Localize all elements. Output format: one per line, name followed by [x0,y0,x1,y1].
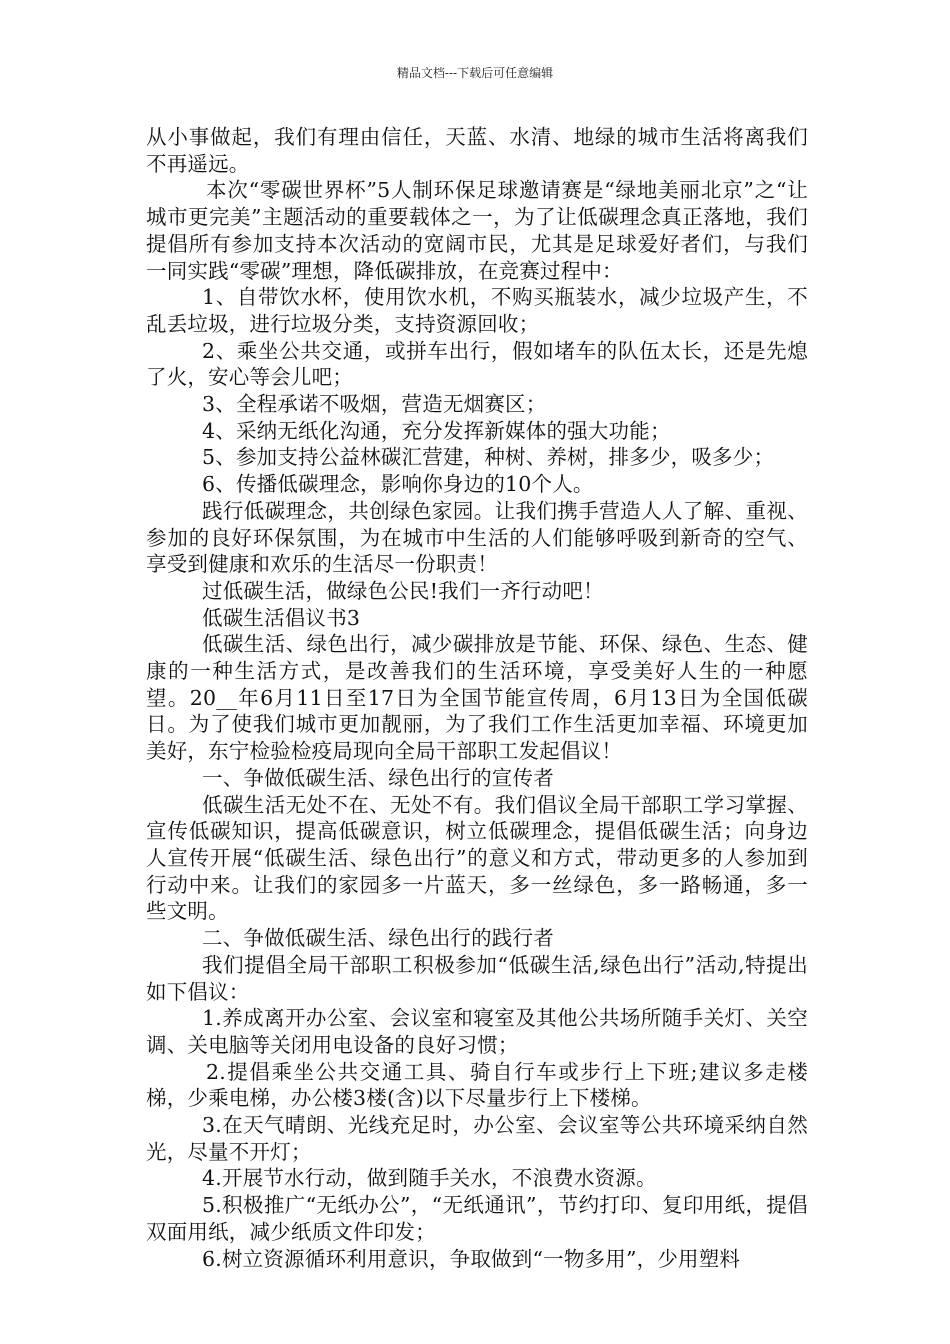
paragraph: 低碳生活、绿色出行，减少碳排放是节能、环保、绿色、生态、健康的一种生活方式，是改善我们的生活环境，享受美好人生的一种愿望。20__年6月11日至17日为全国节能宣传周，6月13日为全国低碳日。为了使我们城市更加靓丽，为了我们工作生活更加幸福、环境更加美好，东宁检验检疫局现向全局干部职工发起倡议！ [146,632,808,764]
paragraph: 我们提倡全局干部职工积极参加“低碳生活,绿色出行”活动,特提出如下倡议： [146,952,808,1004]
page-header: 精品文档---下载后可任意编辑 [396,66,554,80]
list-item: 2、乘坐公共交通，或拼车出行，假如堵车的队伍太长，还是先熄了火，安心等会儿吧； [146,338,808,390]
section-title: 低碳生活倡议书3 [202,605,361,630]
paragraph: 低碳生活无处不在、无处不有。我们倡议全局干部职工学习掌握、宣传低碳知识，提高低碳意识，树立低碳理念，提倡低碳生活；向身边人宣传开展“低碳生活、绿色出行”的意义和方式，带动更多的人参加到行动中来。让我们的家园多一片蓝天，多一丝绿色，多一路畅通，多一些文明。 [146,792,808,924]
paragraph: 过低碳生活，做绿色公民!我们一齐行动吧！ [202,578,604,603]
list-item: 1.养成离开办公室、会议室和寝室及其他公共场所随手关灯、关空调、关电脑等关闭用电设备的良好习惯； [146,1006,808,1057]
section-heading: 一、争做低碳生活、绿色出行的宣传者 [202,765,554,790]
list-item: 4.开展节水行动，做到随手关水，不浪费水资源。 [202,1166,657,1191]
list-item: 4、采纳无纸化沟通，充分发挥新媒体的强大功能； [202,418,671,443]
list-item: 5、参加支持公益林碳汇营建，种树、养树，排多少，吸多少； [202,445,775,470]
paragraph: 从小事做起，我们有理由信任，天蓝、水清、地绿的城市生活将离我们不再遥远。 [146,125,808,176]
list-item: 3、全程承诺不吸烟，营造无烟赛区； [202,392,547,417]
paragraph: 践行低碳理念，共创绿色家园。让我们携手营造人人了解、重视、参加的良好环保氛围，为在城市中生活的人们能够呼吸到新奇的空气、享受到健康和欢乐的生活尽一份职责！ [146,498,808,577]
list-item: 5.积极推广“无纸办公”，“无纸通讯”，节约打印、复印用纸，提倡双面用纸，减少纸质文件印发； [146,1193,808,1244]
paragraph: 本次“零碳世界杯”5人制环保足球邀请赛是“绿地美丽北京”之“让城市更完美”主题活动的重要载体之一，为了让低碳理念真正落地，我们提倡所有参加支持本次活动的宽阔市民，尤其是足球爱好者们，与我们一同实践“零碳”理想，降低碳排放，在竞赛过程中： [146,178,808,283]
list-item: 1、自带饮水杯，使用饮水机，不购买瓶装水，减少垃圾产生，不乱丢垃圾，进行垃圾分类，支持资源回收； [146,285,808,336]
list-item: 3.在天气晴朗、光线充足时，办公室、会议室等公共环境采纳自然光，尽量不开灯； [146,1113,808,1164]
document-body [146,124,808,1272]
list-item: 2.提倡乘坐公共交通工具、骑自行车或步行上下班;建议多走楼梯，少乘电梯，办公楼3楼(含)以下尽量步行上下楼梯。 [146,1059,808,1111]
list-item: 6.树立资源循环利用意识，争取做到“一物多用”，少用塑料 [202,1246,741,1271]
list-item: 6、传播低碳理念，影响你身边的10个人。 [202,472,594,497]
section-heading: 二、争做低碳生活、绿色出行的践行者 [202,926,554,951]
